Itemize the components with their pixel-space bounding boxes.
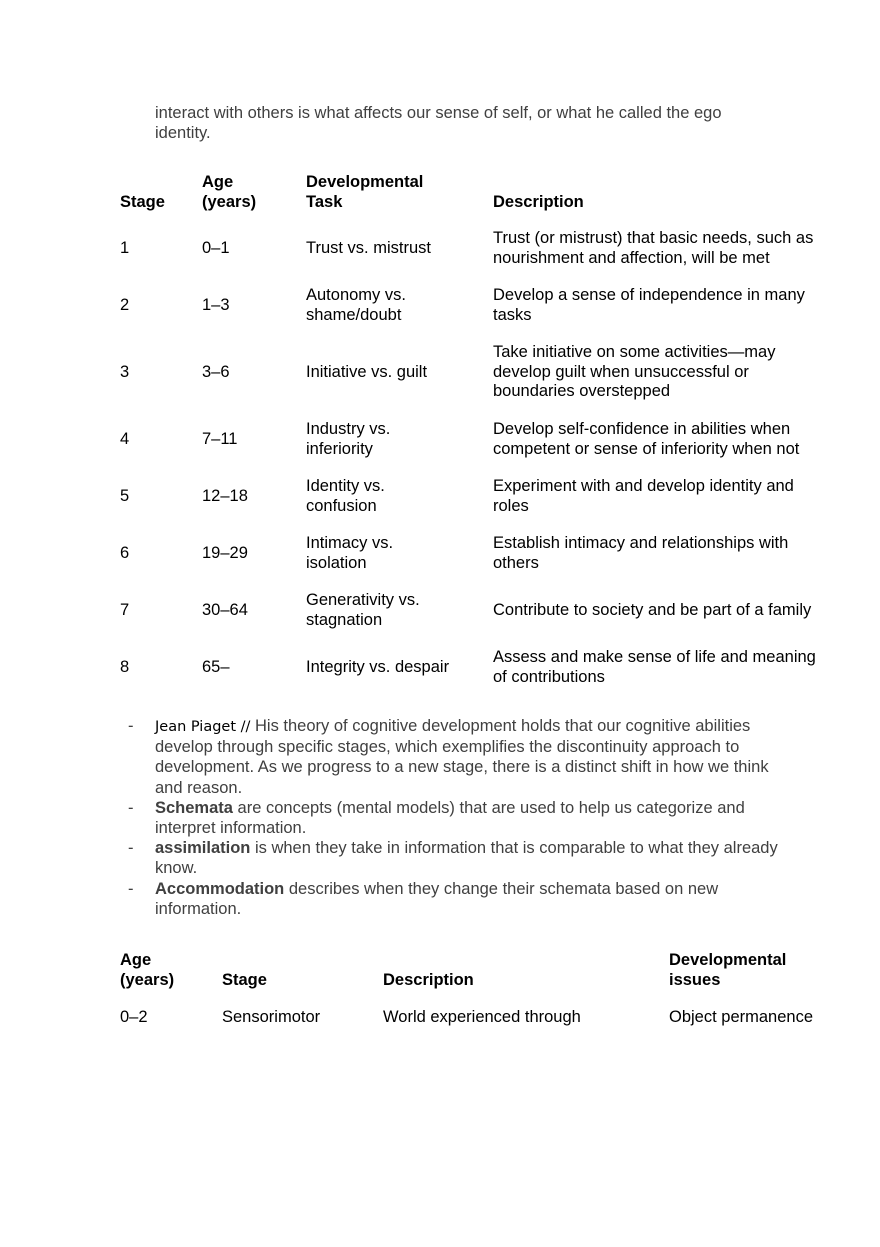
header-stage: Stage xyxy=(120,192,165,211)
bullet-dash: - xyxy=(128,839,134,858)
table-row xyxy=(120,990,830,1027)
cell-age: 7–11 xyxy=(202,429,238,448)
bullet-dash: - xyxy=(128,798,134,817)
bullet-term: assimilation xyxy=(155,839,251,858)
cell-description: Assess and make sense of life and meaning of contributions xyxy=(493,648,816,686)
list-item xyxy=(120,838,800,878)
cell-description: Develop a sense of independence in many tasks xyxy=(493,286,805,324)
table-row xyxy=(120,639,830,696)
cell-age: 0–2 xyxy=(120,1008,148,1026)
table-header-row xyxy=(120,948,830,990)
cell-age: 12–18 xyxy=(202,486,248,505)
header-description: Description xyxy=(493,192,584,211)
cell-task: Autonomy vs. shame/doubt xyxy=(306,286,406,324)
header-age: Age (years) xyxy=(202,173,257,211)
cell-task: Initiative vs. guilt xyxy=(306,362,428,381)
cell-age: 30–64 xyxy=(202,600,248,619)
bullet-text: is when they take in information that is comparable to what they already know. xyxy=(155,839,778,878)
cell-stage: 5 xyxy=(120,486,130,505)
cell-description: Experiment with and develop identity and roles xyxy=(493,477,794,515)
list-item xyxy=(120,798,800,838)
cell-age: 1–3 xyxy=(202,295,230,314)
bullet-list xyxy=(120,716,800,919)
piaget-stages-table xyxy=(120,948,830,1027)
cell-task: Integrity vs. despair xyxy=(306,657,450,676)
bullet-text: His theory of cognitive development holds that our cognitive abilities develop through specific stages, which exemplifies the discontinuity approach to development. As we progress to a new stage, there is a distinct shift in how we think and reason. xyxy=(155,717,769,797)
header-stage: Stage xyxy=(222,971,267,989)
bullet-text: are concepts (mental models) that are used to help us categorize and interpret information. xyxy=(155,798,745,838)
cell-task: Industry vs. inferiority xyxy=(306,420,391,458)
table-row xyxy=(120,411,830,468)
cell-stage: 4 xyxy=(120,429,130,448)
cell-age: 19–29 xyxy=(202,543,248,562)
cell-stage: 2 xyxy=(120,295,130,314)
cell-issues: Object permanence xyxy=(669,1008,813,1026)
cell-description: Trust (or mistrust) that basic needs, such as nourishment and affection, will be met xyxy=(493,229,814,267)
cell-age: 65– xyxy=(202,657,230,676)
table-row xyxy=(120,277,830,334)
bullet-term: Accommodation xyxy=(155,879,285,898)
cell-stage: 1 xyxy=(120,238,130,257)
header-task: Developmental Task xyxy=(306,173,424,211)
header-issues: Developmental issues xyxy=(669,951,787,989)
table-row xyxy=(120,468,830,525)
cell-description: Develop self-confidence in abilities when competent or sense of inferiority when not xyxy=(493,420,800,458)
header-description: Description xyxy=(383,971,474,989)
table-row xyxy=(120,582,830,639)
cell-stage: 6 xyxy=(120,543,130,562)
table-row xyxy=(120,525,830,582)
cell-description: Contribute to society and be part of a family xyxy=(493,600,812,619)
cell-task: Identity vs. confusion xyxy=(306,477,385,515)
cell-task: Intimacy vs. isolation xyxy=(306,534,394,572)
cell-task: Generativity vs. stagnation xyxy=(306,591,420,629)
bullet-term: Schemata xyxy=(155,798,233,817)
cell-description: World experienced through xyxy=(383,1008,581,1026)
cell-description: Establish intimacy and relationships with others xyxy=(493,534,789,572)
bullet-text: describes when they change their schemata based on new information. xyxy=(155,879,719,918)
list-item xyxy=(120,716,800,798)
table-row xyxy=(120,334,830,411)
cell-task: Trust vs. mistrust xyxy=(306,238,431,257)
cell-stage: 7 xyxy=(120,600,130,619)
table-header-row xyxy=(120,172,830,220)
header-age: Age (years) xyxy=(120,951,175,989)
cell-description: Take initiative on some activities—may develop guilt when unsuccessful or boundaries overstepped xyxy=(493,343,776,401)
erikson-stages-table xyxy=(120,172,830,696)
list-item xyxy=(120,879,800,919)
cell-stage: Sensorimotor xyxy=(222,1008,321,1026)
cell-age: 0–1 xyxy=(202,238,230,257)
bullet-term: Jean Piaget // xyxy=(155,719,251,735)
table-row xyxy=(120,220,830,277)
bullet-dash: - xyxy=(128,717,134,735)
cell-age: 3–6 xyxy=(202,362,230,381)
intro-paragraph: interact with others is what affects our sense of self, or what he called the ego identity. xyxy=(155,104,722,142)
cell-stage: 8 xyxy=(120,657,130,676)
cell-stage: 3 xyxy=(120,362,130,381)
bullet-dash: - xyxy=(128,879,134,898)
